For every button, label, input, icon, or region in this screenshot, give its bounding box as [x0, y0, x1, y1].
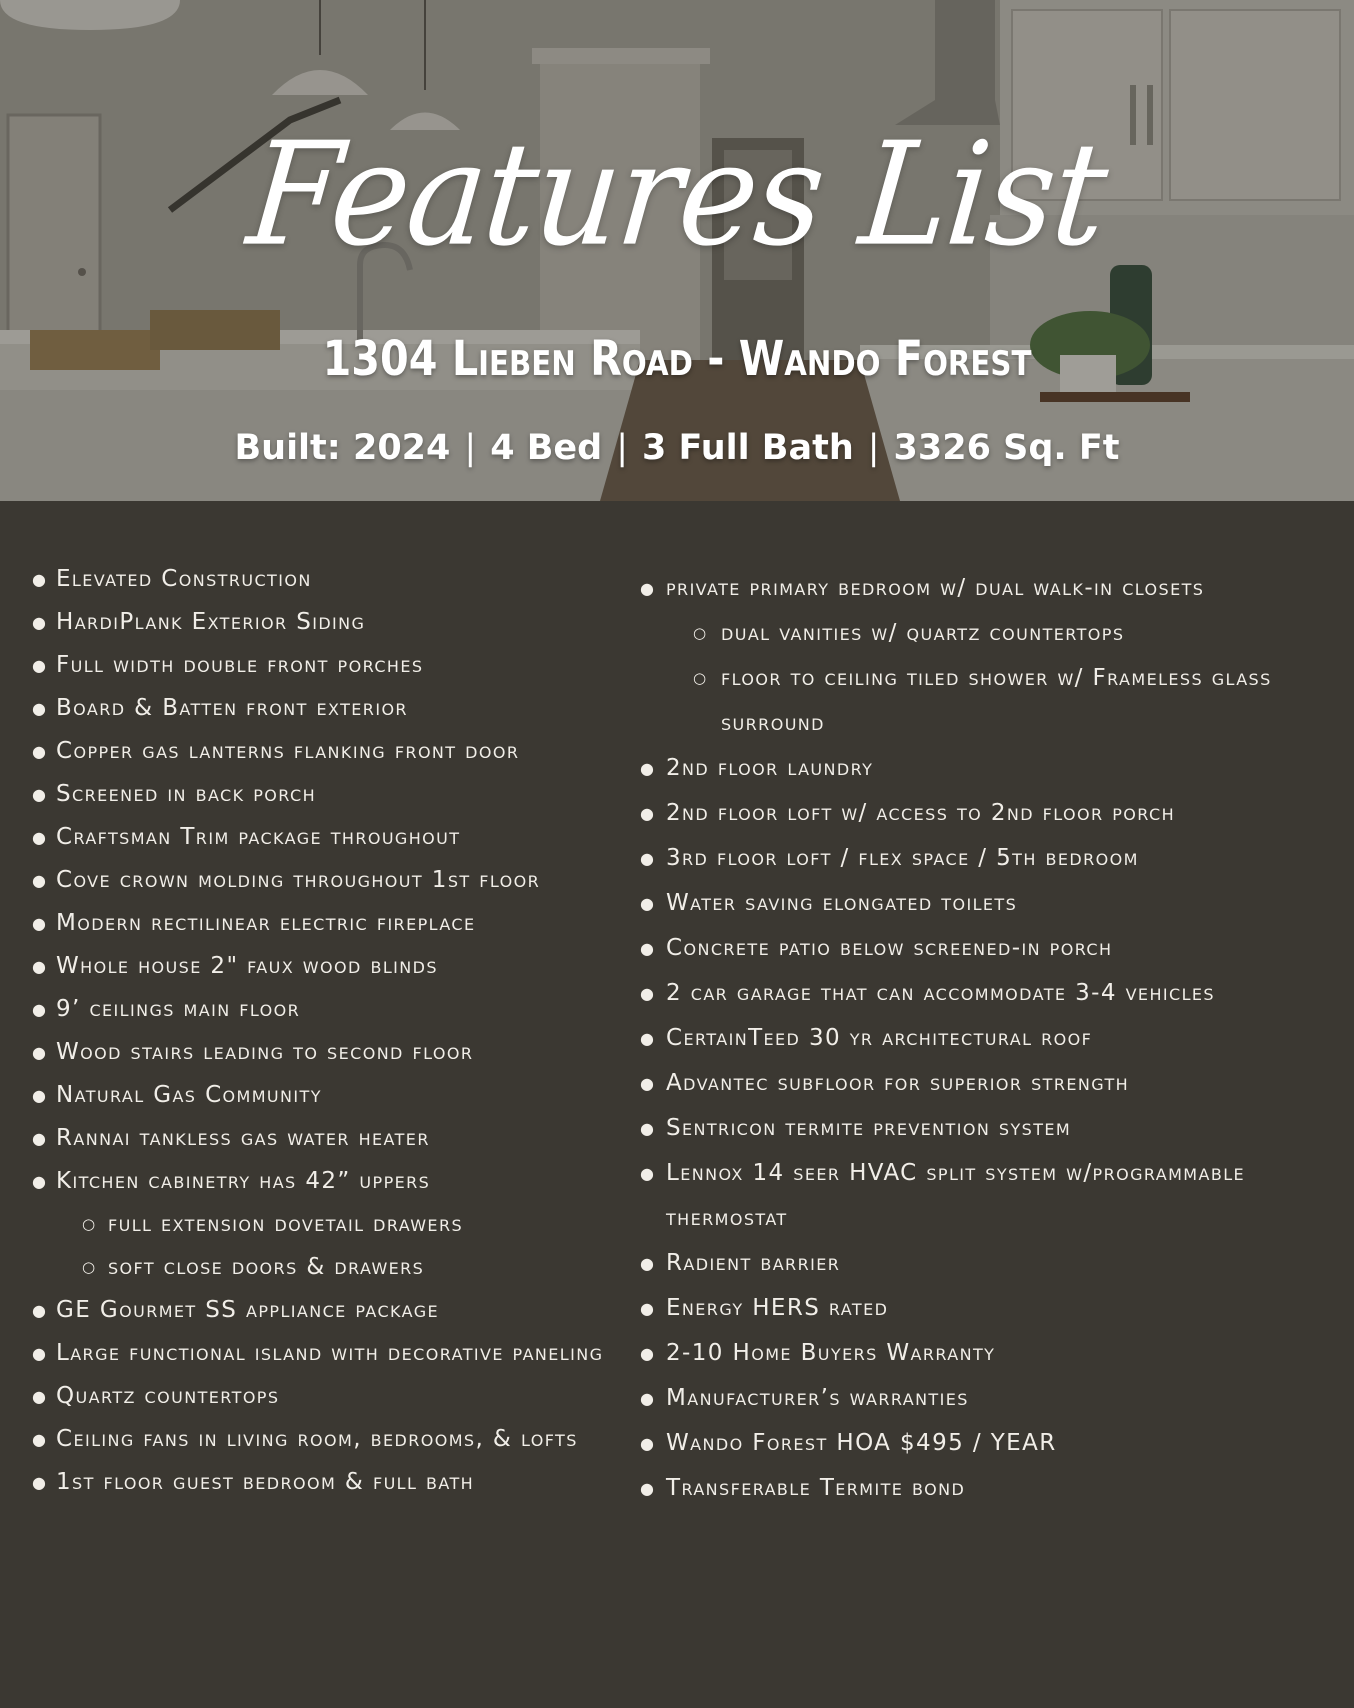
bullet-icon: ●	[640, 1389, 654, 1408]
bullet-icon: ●	[640, 1029, 654, 1048]
feature-item	[30, 1289, 630, 1332]
bullet-icon: ●	[32, 656, 46, 675]
feature-text: full extension dovetail drawers	[108, 1211, 464, 1237]
feature-text: Concrete patio below screened-in porch	[666, 935, 1113, 961]
spec-separator: |	[867, 428, 880, 468]
hollow-bullet-icon: ○	[693, 624, 707, 642]
feature-item	[30, 773, 630, 816]
feature-item	[30, 902, 630, 945]
feature-item	[30, 1461, 630, 1504]
feature-text: Rannai tankless gas water heater	[56, 1125, 430, 1151]
bullet-icon: ●	[32, 1086, 46, 1105]
feature-item	[30, 1160, 630, 1203]
feature-item	[638, 1061, 1338, 1106]
bullet-icon: ●	[32, 699, 46, 718]
feature-item	[638, 1331, 1338, 1376]
features-list-right	[638, 566, 1338, 1511]
feature-text: Energy HERS rated	[666, 1295, 889, 1321]
bullet-icon: ●	[32, 613, 46, 632]
feature-text: HardiPlank Exterior Siding	[56, 609, 366, 635]
feature-text: Copper gas lanterns flanking front door	[56, 738, 520, 764]
feature-item	[30, 1375, 630, 1418]
feature-text: Wando Forest HOA $495 / YEAR	[666, 1430, 1057, 1456]
feature-item	[638, 1286, 1338, 1331]
feature-text: 2-10 Home Buyers Warranty	[666, 1340, 996, 1366]
feature-item	[638, 881, 1338, 926]
feature-item	[30, 558, 630, 601]
feature-text: GE Gourmet SS appliance package	[56, 1297, 440, 1323]
feature-text: dual vanities w/ quartz countertops	[721, 620, 1125, 646]
feature-list	[638, 566, 1338, 1511]
hollow-bullet-icon: ○	[693, 669, 707, 687]
feature-text: floor to ceiling tiled shower w/ Frameless glass surround	[721, 665, 1272, 736]
feature-item	[638, 746, 1338, 791]
bullet-icon: ●	[32, 1344, 46, 1363]
feature-subitem	[638, 656, 1338, 746]
feature-item	[30, 988, 630, 1031]
feature-item	[30, 687, 630, 730]
bullet-icon: ●	[640, 1344, 654, 1363]
bullet-icon: ●	[640, 1254, 654, 1273]
bullet-icon: ●	[32, 1000, 46, 1019]
feature-item	[638, 1151, 1338, 1241]
property-specs	[0, 426, 1354, 470]
feature-item	[638, 1421, 1338, 1466]
bullet-icon: ●	[640, 849, 654, 868]
feature-item	[30, 601, 630, 644]
bullet-icon: ●	[640, 1164, 654, 1183]
feature-item	[638, 566, 1338, 611]
feature-subitem	[638, 611, 1338, 656]
bullet-icon: ●	[640, 1074, 654, 1093]
feature-text: Radient barrier	[666, 1250, 841, 1276]
feature-text: Full width double front porches	[56, 652, 424, 678]
feature-text: Manufacturer’s warranties	[666, 1385, 969, 1411]
feature-text: Water saving elongated toilets	[666, 890, 1018, 916]
feature-text: Modern rectilinear electric fireplace	[56, 910, 476, 936]
feature-text: Whole house 2" faux wood blinds	[56, 953, 438, 979]
bullet-icon: ●	[32, 570, 46, 589]
bullet-icon: ●	[32, 1430, 46, 1449]
feature-text: private primary bedroom w/ dual walk-in closets	[666, 575, 1205, 601]
feature-text: CertainTeed 30 yr architectural roof	[666, 1025, 1093, 1051]
feature-item	[638, 836, 1338, 881]
feature-item	[30, 1418, 630, 1461]
feature-text: Sentricon termite prevention system	[666, 1115, 1072, 1141]
bullet-icon: ●	[32, 1301, 46, 1320]
feature-item	[30, 859, 630, 902]
feature-text: Transferable Termite bond	[666, 1475, 966, 1501]
bullet-icon: ●	[640, 759, 654, 778]
bullet-icon: ●	[640, 579, 654, 598]
bullet-icon: ●	[32, 871, 46, 890]
feature-item	[638, 1016, 1338, 1061]
bullet-icon: ●	[32, 1043, 46, 1062]
feature-text: Craftsman Trim package throughout	[56, 824, 461, 850]
feature-item	[30, 730, 630, 773]
bullet-icon: ●	[32, 1129, 46, 1148]
feature-subitem	[30, 1203, 630, 1246]
bullet-icon: ●	[640, 1119, 654, 1138]
bullet-icon: ●	[640, 984, 654, 1003]
bullet-icon: ●	[32, 1172, 46, 1191]
feature-text: Kitchen cabinetry has 42” uppers	[56, 1168, 431, 1194]
hollow-bullet-icon: ○	[82, 1258, 96, 1276]
feature-item	[638, 1466, 1338, 1511]
feature-item	[638, 971, 1338, 1016]
bullet-icon: ●	[640, 939, 654, 958]
feature-item	[30, 1332, 630, 1375]
bullet-icon: ●	[640, 1299, 654, 1318]
feature-item	[638, 1106, 1338, 1151]
feature-text: 3rd floor loft / flex space / 5th bedroom	[666, 845, 1139, 871]
bullet-icon: ●	[32, 742, 46, 761]
spec-sqft: 3326 Sq. Ft	[893, 428, 1120, 468]
bullet-icon: ●	[32, 1473, 46, 1492]
hollow-bullet-icon: ○	[82, 1215, 96, 1233]
hero-banner	[0, 0, 1354, 501]
feature-text: Natural Gas Community	[56, 1082, 322, 1108]
feature-item	[30, 816, 630, 859]
feature-text: Cove crown molding throughout 1st floor	[56, 867, 541, 893]
bullet-icon: ●	[32, 785, 46, 804]
feature-text: 2 car garage that can accommodate 3-4 vehicles	[666, 980, 1215, 1006]
feature-item	[638, 1376, 1338, 1421]
spec-beds: 4 Bed	[490, 428, 603, 468]
page-title: Features List	[241, 111, 1113, 279]
feature-text: Screened in back porch	[56, 781, 316, 807]
feature-text: 2nd floor loft w/ access to 2nd floor porch	[666, 800, 1176, 826]
feature-text: Quartz countertops	[56, 1383, 280, 1409]
feature-text: Wood stairs leading to second floor	[56, 1039, 474, 1065]
bullet-icon: ●	[640, 1479, 654, 1498]
feature-text: soft close doors & drawers	[108, 1254, 425, 1280]
feature-item	[30, 1074, 630, 1117]
bullet-icon: ●	[640, 1434, 654, 1453]
feature-text: Ceiling fans in living room, bedrooms, & lofts	[56, 1426, 578, 1452]
bullet-icon: ●	[640, 804, 654, 823]
feature-item	[30, 644, 630, 687]
bullet-icon: ●	[32, 957, 46, 976]
feature-text: 9’ ceilings main floor	[56, 996, 301, 1022]
feature-item	[30, 1031, 630, 1074]
feature-subitem	[30, 1246, 630, 1289]
feature-text: 2nd floor laundry	[666, 755, 874, 781]
feature-item	[638, 926, 1338, 971]
feature-item	[30, 1117, 630, 1160]
bullet-icon: ●	[640, 894, 654, 913]
bullet-icon: ●	[32, 1387, 46, 1406]
feature-text: 1st floor guest bedroom & full bath	[56, 1469, 475, 1495]
feature-text: Advantec subfloor for superior strength	[666, 1070, 1130, 1096]
spec-baths: 3 Full Bath	[642, 428, 854, 468]
features-list-left	[30, 558, 630, 1504]
feature-item	[638, 791, 1338, 836]
feature-text: Large functional island with decorative paneling	[56, 1340, 604, 1366]
bullet-icon: ●	[32, 828, 46, 847]
spec-separator: |	[616, 428, 628, 468]
feature-text: Elevated Construction	[56, 566, 312, 592]
bullet-icon: ●	[32, 914, 46, 933]
feature-item	[638, 1241, 1338, 1286]
spec-built: Built: 2024	[234, 428, 451, 468]
feature-item	[30, 945, 630, 988]
property-address: 1304 Lieben Road - Wando Forest	[322, 331, 1032, 387]
feature-list	[30, 558, 630, 1504]
feature-text: Lennox 14 seer HVAC split system w/programmable thermostat	[666, 1160, 1246, 1231]
feature-text: Board & Batten front exterior	[56, 695, 408, 721]
spec-separator: |	[464, 428, 477, 468]
